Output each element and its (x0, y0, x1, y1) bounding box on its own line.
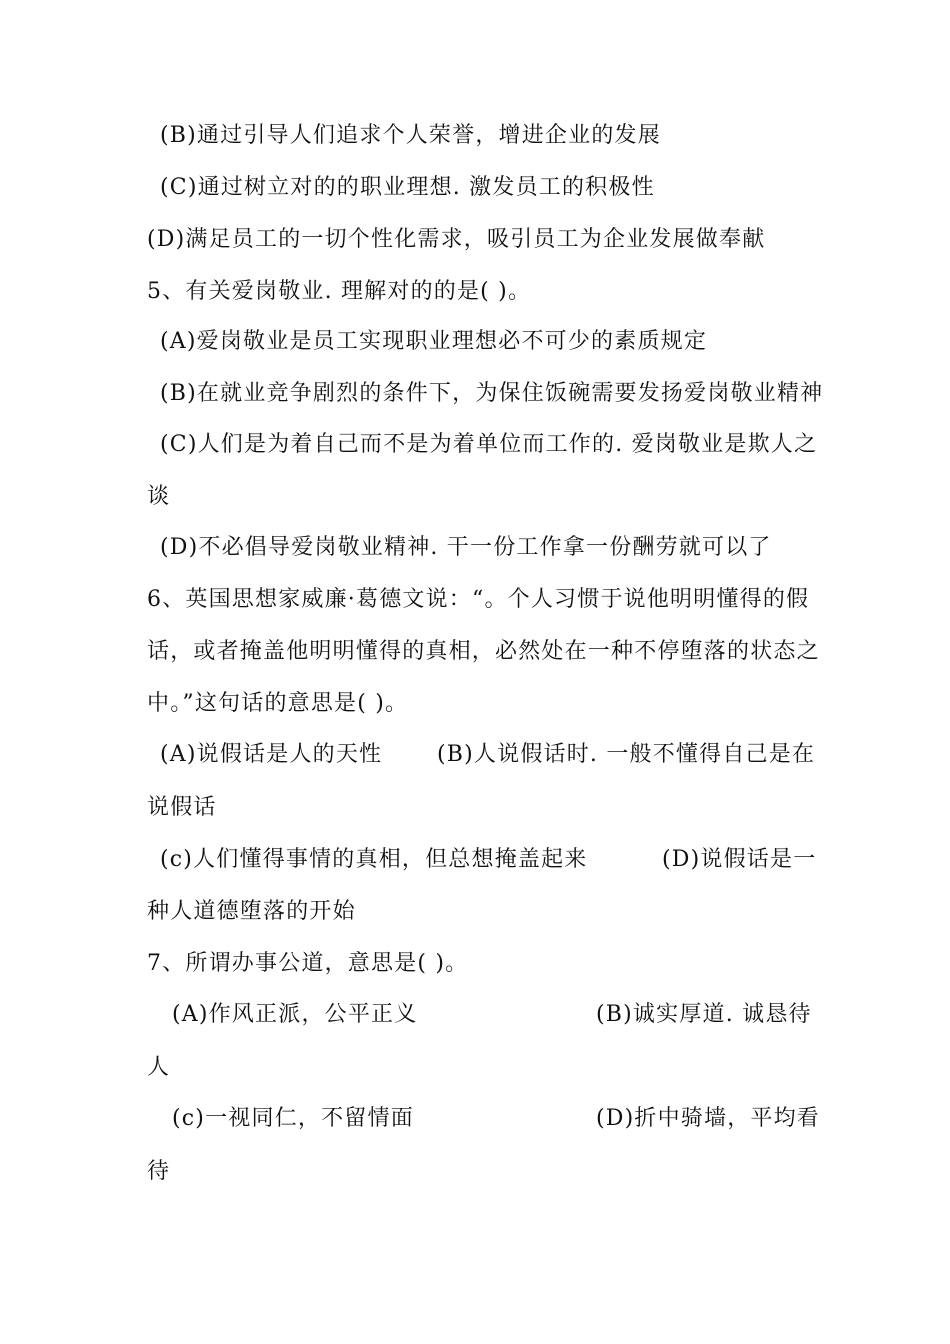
q7-option-a: (A)作风正派，公平正义 (172, 1002, 418, 1027)
q7-option-b-continued: 人 (147, 1055, 171, 1080)
q6-option-c: (c)人们懂得事情的真相，但总想掩盖起来 (160, 847, 588, 872)
q4-option-c: (C)通过树立对的的职业理想. 激发员工的积极性 (160, 175, 655, 200)
q6-option-b-continued: 说假话 (147, 795, 217, 820)
q5-option-c-continued: 谈 (147, 484, 171, 509)
question-7-stem: 7、所谓办事公道，意思是( )。 (147, 951, 469, 976)
q6-option-a: (A)说假话是人的天性 (160, 742, 383, 767)
q7-option-d-continued: 待 (147, 1159, 171, 1184)
question-6-stem: 6、英国思想家威廉·葛德文说：“。个人习惯于说他明明懂得的假 (147, 587, 810, 612)
q5-option-c: (C)人们是为着自己而不是为着单位而工作的. 爱岗敬业是欺人之 (160, 432, 818, 457)
q5-option-d: (D)不必倡导爱岗敬业精神. 干一份工作拿一份酬劳就可以了 (160, 535, 772, 560)
q5-option-a: (A)爱岗敬业是员工实现职业理想必不可少的素质规定 (160, 329, 708, 354)
q5-option-b: (B)在就业竞争剧烈的条件下，为保住饭碗需要发扬爱岗敬业精神 (160, 381, 824, 406)
question-6-stem-line-2: 话，或者掩盖他明明懂得的真相，必然处在一种不停堕落的状态之 (147, 639, 820, 664)
q4-option-d: (D)满足员工的一切个性化需求，吸引员工为企业发展做奉献 (147, 227, 766, 252)
question-5-stem: 5、有关爱岗敬业. 理解对的的是( )。 (147, 279, 532, 304)
q6-option-b: (B)人说假话时. 一般不懂得自己是在 (437, 742, 816, 767)
question-6-stem-line-3: 中。”这句话的意思是( )。 (147, 691, 409, 716)
q7-option-c: (c)一视同仁，不留情面 (172, 1106, 414, 1131)
q6-option-d: (D)说假话是一 (662, 847, 817, 872)
q7-option-d: (D)折中骑墙，平均看 (596, 1106, 821, 1131)
q4-option-b: (B)通过引导人们追求个人荣誉，增进企业的发展 (160, 123, 661, 148)
q6-option-d-continued: 种人道德堕落的开始 (147, 899, 356, 924)
q7-option-b: (B)诚实厚道. 诚恳待 (596, 1002, 812, 1027)
